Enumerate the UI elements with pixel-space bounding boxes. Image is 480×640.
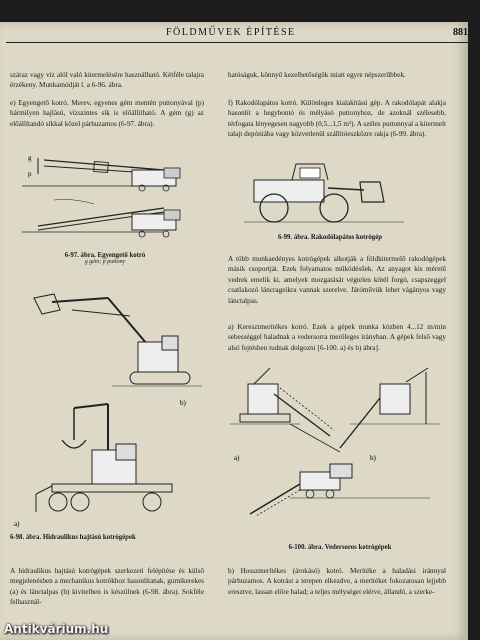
page-number: 881 [453,27,468,38]
book-spine-shadow [468,0,480,640]
figure-6-99-loader-shovel [244,160,404,230]
figure-6-100-bucket-chain-excavators [230,364,450,524]
left-paragraph-2: e) Egyengető kotró. Merev, egyenes gém mentén puttonyával (p) hármilyen hajlású, vízszintes sík is előállítható. A gém (g) az előállítandó síkkal közel párhuzamos (6-97. ábra). [10,99,204,128]
label-p: p [28,170,32,178]
figure-6-100-caption: 6-100. ábra. Vedersoros kotrógépek [288,544,392,551]
figure-6-98-caption: 6-98. ábra. Hidraulikus hajtású kotrógépek [10,534,136,541]
right-paragraph-3: A több munkaedényes kotrógépek alkotják a földkitermelő rakodógépek másik csoportját. Ezek folyamatos működésűek. Az anyagot kis méretű vedrek emelik ki, amelyek mozgatását végtelen kötél forgó, csapszeggel csatlakozó láncrageikra vannak szerelve. Járóművük lehet vágányos vagy lánctalpas. [228,255,446,305]
label-g: g [28,154,32,162]
figure-6-98-label-a: a) [14,520,20,528]
top-dark-strip [0,0,480,22]
watermark: Antikvárium.hu [4,622,109,636]
figure-6-100-label-a: a) [234,454,240,462]
running-title: FÖLDMŰVEK ÉPÍTÉSE [166,27,296,38]
figure-6-98-hydraulic-excavators [12,280,207,530]
figure-6-97-grading-excavator [14,150,204,240]
right-paragraph-5: b) Hosszmerítékes (árokásó) kotró. Merítéke a haladási iránnyal párhuzamos. A kotrást a terepen elkezdve, a merítéket fokozatosan lejjebb eresztve, lassan előre halad; a teljes mélységet elérve, állandó, a szerke- [228,567,446,596]
figure-6-97-subcaption: g gém; p puttony [84,259,126,265]
left-paragraph-1: száraz vagy víz alól való kitermelésére használható. Kétféle talajra érzékeny. Munkamódját l. a 6-96. ábra. [10,71,204,90]
right-paragraph-1: hatóságuk, könnyű kezelhetőségük miatt egyre népszerűbbek. [228,71,406,79]
figure-6-98-label-b: b) [180,399,186,407]
left-paragraph-3: A hidraulikus hajtású kotrógépek szerkezeti felépítése és külső megjelenésben a mechanikus kotrókhoz hasonlítanak, gumikerekes (a) és lánctalpas (b) kivitelben is készülnek (6-98. ábra). Sokféle felhasznál- [10,567,204,607]
figure-6-100-label-b: b) [370,454,376,462]
right-paragraph-2: f) Rakodólapátos kotró. Különleges kialakítású gép. A rakodólapát alakja hasonlít a hegybontó és mélyásó puttonyhoz, de azoknál szélesebb, térfogata lényegesen nagyobb (0,5...1,5 m³). A széles puttonnyal a kitermelt talajt depóniába vagy közvetlenül szállítóeszközre rakja (6-99. ábra). [228,99,446,139]
right-paragraph-4: a) Keresztmerítékes kotró. Ezek a gépek munka közben 4...12 m/min sebességgel haladnak a vedersorra merőleges irányban. A gépek felső vagy alsó fejtésben tudnak dolgozni [6-100. a) és b) ábra]. [228,323,446,352]
figure-6-99-caption: 6-99. ábra. Rakodólapátos kotrógép [277,234,383,241]
running-header [6,26,470,43]
figure-6-97-caption: 6-97. ábra. Egyengető kotró g gém; p puttony [30,252,180,265]
